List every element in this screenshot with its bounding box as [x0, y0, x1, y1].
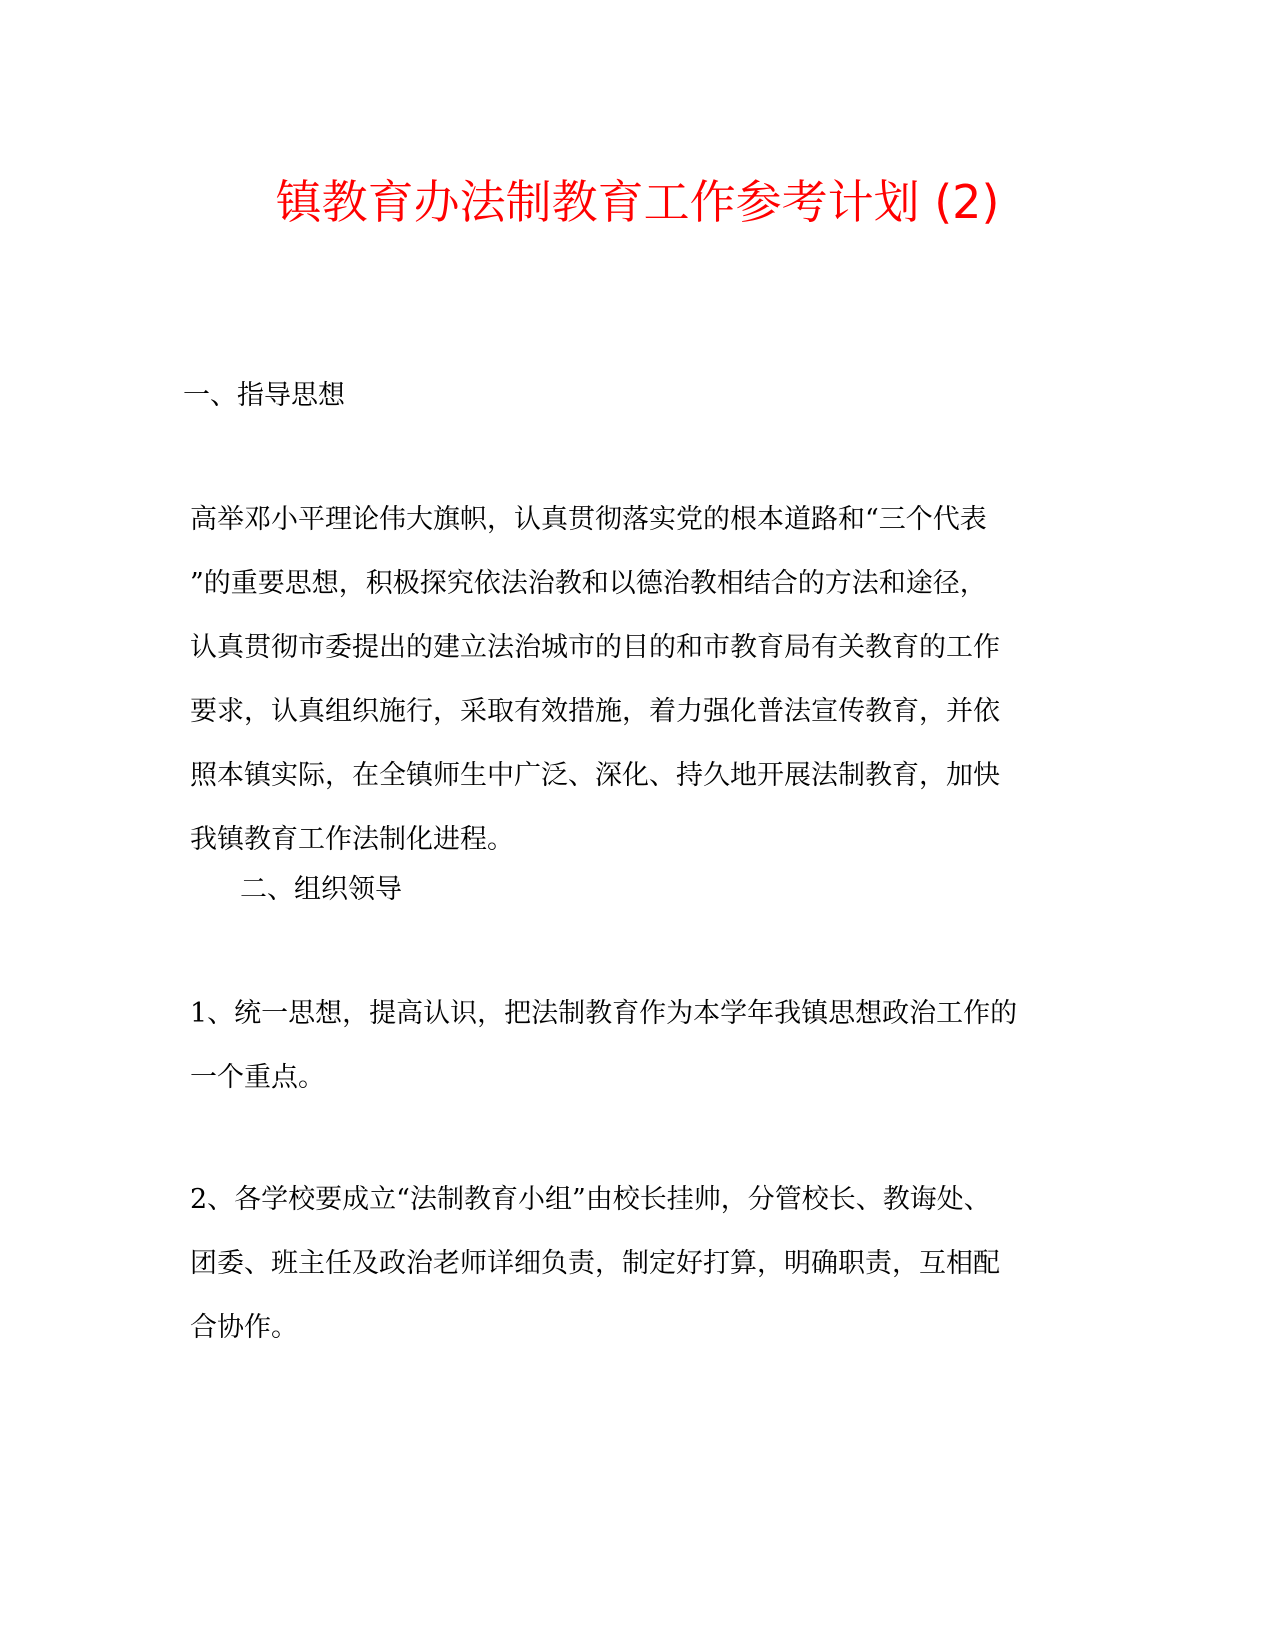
section-heading-organization: 二、组织领导: [240, 874, 402, 905]
paragraph-line: 一个重点。: [190, 1062, 325, 1093]
paragraph-line: 要求，认真组织施行，采取有效措施，着力强化普法宣传教育，并依: [190, 696, 1000, 727]
paragraph-line: 合协作。: [190, 1312, 298, 1343]
section1-paragraph: [190, 488, 1090, 872]
paragraph-line: 2、各学校要成立“法制教育小组”由校长挂帅，分管校长、教诲处、: [190, 1184, 991, 1215]
document-title: 镇教育办法制教育工作参考计划 (2): [275, 175, 1000, 229]
paragraph-line: 1、统一思想，提高认识，把法制教育作为本学年我镇思想政治工作的: [190, 998, 1018, 1029]
paragraph-line: 我镇教育工作法制化进程。: [190, 824, 514, 855]
paragraph-line: 高举邓小平理论伟大旗帜，认真贯彻落实党的根本道路和“三个代表: [190, 504, 987, 535]
section-heading-guiding-thought: 一、指导思想: [183, 380, 345, 411]
paragraph-line: 团委、班主任及政治老师详细负责，制定好打算，明确职责，互相配: [190, 1248, 1000, 1279]
paragraph-line: ”的重要思想，积极探究依法治教和以德治教相结合的方法和途径，: [190, 568, 987, 599]
paragraph-line: 照本镇实际，在全镇师生中广泛、深化、持久地开展法制教育，加快: [190, 760, 1000, 791]
item-1-paragraph: [190, 982, 1090, 1110]
item-2-paragraph: [190, 1168, 1090, 1360]
paragraph-line: 认真贯彻市委提出的建立法治城市的目的和市教育局有关教育的工作: [190, 632, 1000, 663]
